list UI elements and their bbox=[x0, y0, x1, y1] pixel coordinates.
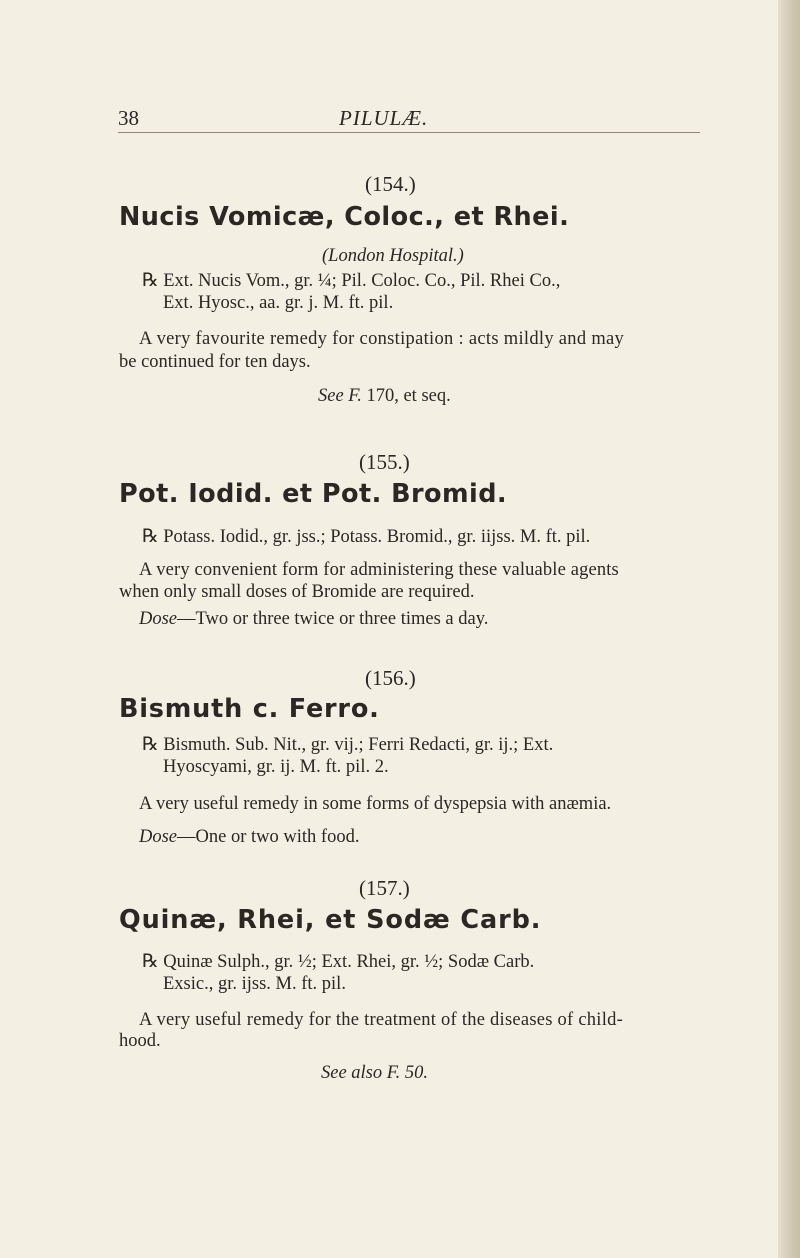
recipe-source: (London Hospital.) bbox=[322, 246, 464, 266]
description-line: A very useful remedy in some forms of dyspepsia with anæmia. bbox=[139, 794, 612, 814]
description-line: A very useful remedy for the treatment of the diseases of child- bbox=[139, 1010, 623, 1030]
running-title: PILULÆ. bbox=[339, 106, 429, 130]
description-line: hood. bbox=[119, 1031, 161, 1051]
recipe-title: Nucis Vomicæ, Coloc., et Rhei. bbox=[119, 202, 570, 232]
recipe-title: Bismuth c. Ferro. bbox=[119, 694, 380, 724]
recipe-number: (157.) bbox=[359, 876, 410, 900]
recipe-number: (154.) bbox=[365, 172, 416, 196]
formula-line: ℞ Potass. Iodid., gr. jss.; Potass. Bromid., gr. iijss. M. ft. pil. bbox=[142, 527, 591, 547]
description-line: when only small doses of Bromide are required. bbox=[119, 582, 475, 602]
page-number: 38 bbox=[118, 106, 139, 130]
recipe-title: Pot. Iodid. et Pot. Bromid. bbox=[119, 479, 508, 509]
formula-line: ℞ Ext. Nucis Vom., gr. ¼; Pil. Coloc. Co., Pil. Rhei Co., bbox=[142, 271, 561, 291]
formula-line: Hyoscyami, gr. ij. M. ft. pil. 2. bbox=[163, 757, 389, 777]
running-header bbox=[118, 104, 700, 133]
formula-line: ℞ Quinæ Sulph., gr. ½; Ext. Rhei, gr. ½; Sodæ Carb. bbox=[142, 952, 535, 972]
formula-line: ℞ Bismuth. Sub. Nit., gr. vij.; Ferri Redacti, gr. ij.; Ext. bbox=[142, 735, 554, 755]
recipe-number: (155.) bbox=[359, 450, 410, 474]
formula-line: Exsic., gr. ijss. M. ft. pil. bbox=[163, 974, 346, 994]
recipe-number: (156.) bbox=[365, 666, 416, 690]
description-line: A very convenient form for administering these valuable agents bbox=[139, 560, 619, 580]
page-edge bbox=[778, 0, 800, 1258]
dose-line: Dose—Two or three twice or three times a day. bbox=[139, 609, 489, 629]
description-line: be continued for ten days. bbox=[119, 352, 311, 372]
recipe-title: Quinæ, Rhei, et Sodæ Carb. bbox=[119, 905, 542, 935]
formula-line: Ext. Hyosc., aa. gr. j. M. ft. pil. bbox=[163, 293, 394, 313]
description-line: A very favourite remedy for constipation : acts mildly and may bbox=[139, 329, 625, 349]
cross-reference: See also F. 50. bbox=[321, 1063, 429, 1083]
cross-reference: See F. 170, et seq. bbox=[318, 386, 451, 406]
dose-line: Dose—One or two with food. bbox=[139, 827, 360, 847]
